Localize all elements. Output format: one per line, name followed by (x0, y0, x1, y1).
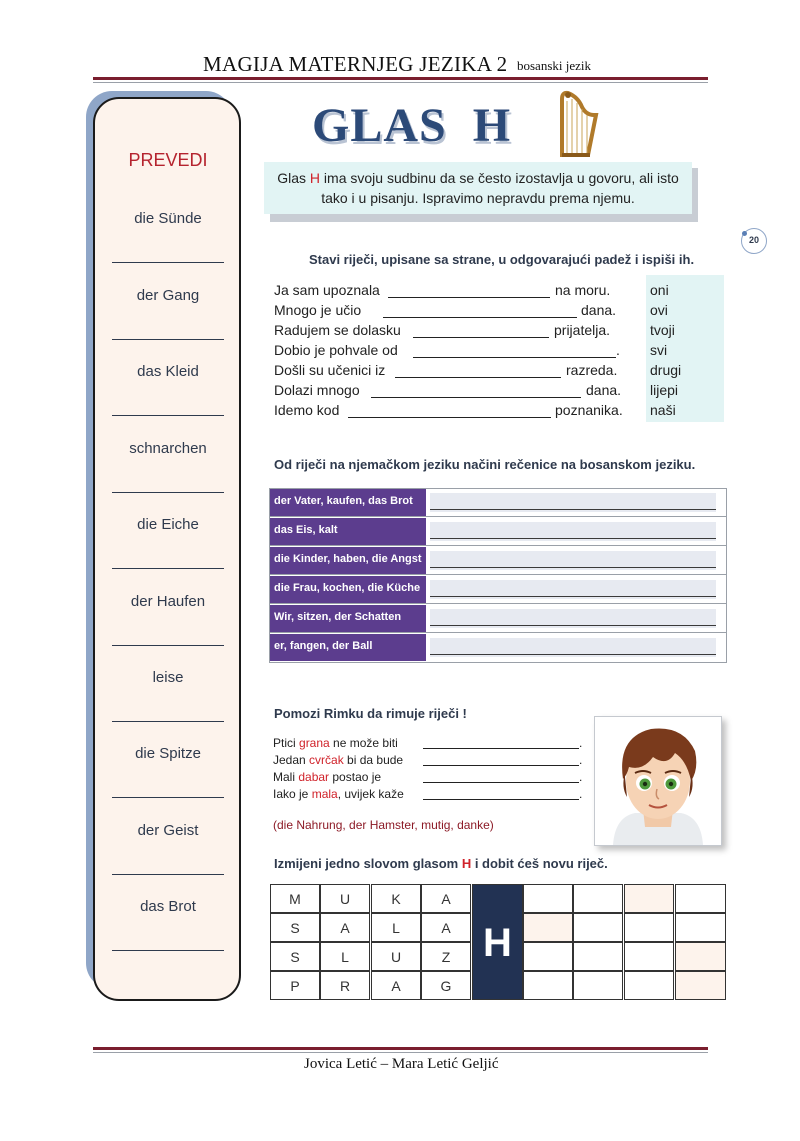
grid-letter-cell: S (270, 942, 320, 971)
grid-answer-cell[interactable] (523, 913, 573, 942)
intro-box (264, 162, 692, 214)
translate-answer-line[interactable] (112, 645, 224, 646)
grid-answer-cell[interactable] (624, 884, 674, 913)
translate-word: schnarchen (129, 440, 207, 457)
sentence-start: Idemo kod (274, 402, 340, 418)
ex4-text-rest: i dobit ćeš novu riječ. (471, 856, 608, 871)
ex4-text: Izmijeni jedno slovom glasom (274, 856, 462, 871)
answer-blank[interactable] (413, 357, 616, 358)
footer-rule (93, 1047, 708, 1050)
page-number-badge: 20 (741, 228, 767, 254)
grid-letter-cell: U (320, 884, 370, 913)
sentence-end: razreda. (566, 362, 618, 378)
header-subtitle: bosanski jezik (517, 58, 592, 73)
letter-grid (270, 884, 726, 1000)
footer-authors: Jovica Letić – Mara Letić Geljić (304, 1056, 499, 1072)
rhyme-word: mala (311, 787, 338, 801)
row-divider (270, 545, 726, 546)
answer-blank[interactable] (388, 297, 550, 298)
row-divider (270, 516, 726, 517)
sentence-end: dana. (586, 382, 622, 398)
grid-letter-cell: A (421, 884, 471, 913)
rhyme-answer-blank[interactable] (423, 748, 579, 749)
translate-word: leise (152, 669, 184, 686)
grid-letter-cell: A (371, 971, 421, 1000)
exercise1-instruction: Stavi riječi, upisane sa strane, u odgovarajući padež i ispiši ih. (309, 252, 695, 267)
grid-letter-cell: G (421, 971, 471, 1000)
sentence-answer-line[interactable] (430, 551, 716, 570)
grid-answer-cell[interactable] (624, 971, 674, 1000)
rhyme-answer-blank[interactable] (423, 799, 579, 800)
exercise2-instruction: Od riječi na njemačkom jeziku načini rečenice na bosanskom jeziku. (274, 457, 696, 472)
rhyme-before: Mali (273, 770, 299, 784)
sentence-answer-line[interactable] (430, 609, 716, 628)
sentence-answer-line[interactable] (430, 638, 716, 657)
word-bank-item: tvoji (650, 322, 675, 338)
rhyme-after: , uvijek kaže (337, 787, 404, 801)
translate-answer-line[interactable] (112, 415, 224, 416)
translate-word: das Brot (140, 898, 196, 915)
translate-word: der Gang (136, 287, 200, 304)
translate-answer-line[interactable] (112, 950, 224, 951)
grid-letter-cell: U (371, 942, 421, 971)
word-bank-item: drugi (650, 362, 682, 378)
intro-text: Glas (277, 170, 310, 186)
translate-answer-line[interactable] (112, 721, 224, 722)
sentence-end: prijatelja. (554, 322, 611, 338)
row-divider (270, 603, 726, 604)
grid-answer-cell[interactable] (573, 913, 623, 942)
translate-answer-line[interactable] (112, 262, 224, 263)
translate-word: der Haufen (130, 593, 206, 610)
sentence-end: poznanika. (555, 402, 623, 418)
fill-sentence (274, 382, 644, 402)
sentence-start: Došli su učenici iz (274, 362, 386, 378)
german-phrase: das Eis, kalt (270, 518, 426, 545)
grid-answer-cell[interactable] (675, 884, 726, 913)
character-portrait (594, 716, 722, 846)
word-bank-item: ovi (650, 302, 668, 318)
answer-blank[interactable] (371, 397, 581, 398)
grid-letter-cell: P (270, 971, 320, 1000)
rhyme-line (273, 787, 404, 801)
rhyme-line (273, 736, 398, 750)
answer-blank[interactable] (348, 417, 551, 418)
rhyme-before: Ptici (273, 736, 300, 750)
grid-letter-cell: A (421, 913, 471, 942)
sentence-answer-line[interactable] (430, 580, 716, 599)
sidebar-panel (93, 97, 241, 1001)
sentence-end: . (616, 342, 620, 358)
sentence-answer-line[interactable] (430, 522, 716, 541)
word-bank-item: lijepi (650, 382, 679, 398)
german-phrase: die Frau, kochen, die Küche (270, 576, 426, 603)
rhyme-line-end: . (579, 787, 583, 801)
rhyme-line (273, 770, 381, 784)
answer-blank[interactable] (413, 337, 549, 338)
translate-answer-line[interactable] (112, 492, 224, 493)
grid-center-letter: H (472, 884, 523, 1000)
page-badge-dot (742, 231, 747, 236)
fill-sentence (274, 342, 644, 362)
row-divider (270, 574, 726, 575)
grid-answer-cell[interactable] (523, 971, 573, 1000)
fill-sentence (274, 282, 644, 302)
translate-word: die Eiche (137, 516, 199, 533)
translate-answer-line[interactable] (112, 874, 224, 875)
exercise3-instruction: Pomozi Rimku da rimuje riječi ! (274, 706, 467, 721)
rhyme-answer-blank[interactable] (423, 765, 579, 766)
intro-text-rest: ima svoju sudbinu da se često izostavlja u govoru, ali isto tako i u pisanju. Ispravimo nepravdu prema njemu. (320, 170, 679, 206)
rhyme-before: Jedan (273, 753, 310, 767)
answer-blank[interactable] (383, 317, 577, 318)
sentence-start: Mnogo je učio (274, 302, 362, 318)
grid-letter-cell: R (320, 971, 370, 1000)
ex4-letter: H (461, 856, 472, 871)
german-phrase: die Kinder, haben, die Angst (270, 547, 426, 574)
rhyme-after: ne može biti (329, 736, 398, 750)
word-bank-item: oni (650, 282, 669, 298)
german-phrase: der Vater, kaufen, das Brot (270, 489, 426, 516)
fill-sentence (274, 402, 644, 422)
boy-face-icon (595, 717, 721, 845)
grid-answer-cell[interactable] (523, 884, 573, 913)
grid-answer-cell[interactable] (624, 942, 674, 971)
grid-answer-cell[interactable] (573, 884, 623, 913)
sentence-start: Dolazi mnogo (274, 382, 360, 398)
sentence-end: dana. (581, 302, 617, 318)
translate-answer-line[interactable] (112, 797, 224, 798)
grid-answer-cell[interactable] (675, 913, 726, 942)
translate-word: das Kleid (137, 363, 199, 380)
translate-word: der Geist (137, 822, 199, 839)
footer-rule-thin (93, 1052, 708, 1053)
rhyme-word: grana (299, 736, 330, 750)
page-title: GLAS H (312, 99, 512, 152)
rhyme-word-options: (die Nahrung, der Hamster, mutig, danke) (273, 818, 494, 832)
intro-letter: H (309, 170, 321, 186)
grid-answer-cell[interactable] (675, 942, 726, 971)
grid-answer-cell[interactable] (573, 942, 623, 971)
german-phrase: er, fangen, der Ball (270, 634, 426, 661)
translate-answer-line[interactable] (112, 568, 224, 569)
word-bank-item: naši (650, 402, 676, 418)
exercise4-instruction (274, 856, 608, 871)
harp-icon (548, 89, 600, 159)
sentence-start: Dobio je pohvale od (274, 342, 398, 358)
header-title: MAGIJA MATERNJEG JEZIKA 2 (203, 52, 508, 76)
grid-letter-cell: S (270, 913, 320, 942)
header-rule-thin (93, 82, 708, 83)
word-bank-item: svi (650, 342, 668, 358)
grid-answer-cell[interactable] (624, 913, 674, 942)
rhyme-before: Iako je (273, 787, 312, 801)
translate-word: die Spitze (135, 745, 201, 762)
sentence-start: Radujem se dolasku (274, 322, 401, 338)
sentence-end: na moru. (555, 282, 611, 298)
grid-answer-cell[interactable] (523, 942, 573, 971)
rhyme-line-end: . (579, 770, 583, 784)
grid-letter-cell: M (270, 884, 320, 913)
rhyme-word: dabar (298, 770, 330, 784)
translate-answer-line[interactable] (112, 339, 224, 340)
fill-sentence (274, 322, 644, 342)
answer-blank[interactable] (395, 377, 561, 378)
grid-letter-cell: L (320, 942, 370, 971)
grid-letter-cell: Z (421, 942, 471, 971)
grid-answer-cell[interactable] (675, 971, 726, 1000)
header-rule (93, 77, 708, 80)
grid-letter-cell: L (371, 913, 421, 942)
fill-sentence (274, 302, 644, 322)
sentence-answer-line[interactable] (430, 493, 716, 512)
rhyme-line-end: . (579, 753, 583, 767)
row-divider (270, 632, 726, 633)
sentence-start: Ja sam upoznala (274, 282, 380, 298)
rhyme-after: postao je (329, 770, 382, 784)
rhyme-after: bi da bude (343, 753, 404, 767)
translate-word: die Sünde (134, 210, 202, 227)
fill-sentence (274, 362, 644, 382)
grid-letter-cell: A (320, 913, 370, 942)
sidebar-heading: PREVEDI (128, 150, 208, 170)
grid-letter-cell: K (371, 884, 421, 913)
rhyme-line-end: . (579, 736, 583, 750)
rhyme-line (273, 753, 403, 767)
grid-answer-cell[interactable] (573, 971, 623, 1000)
german-phrase: Wir, sitzen, der Schatten (270, 605, 426, 632)
rhyme-answer-blank[interactable] (423, 782, 579, 783)
rhyme-word: cvrčak (309, 753, 344, 767)
